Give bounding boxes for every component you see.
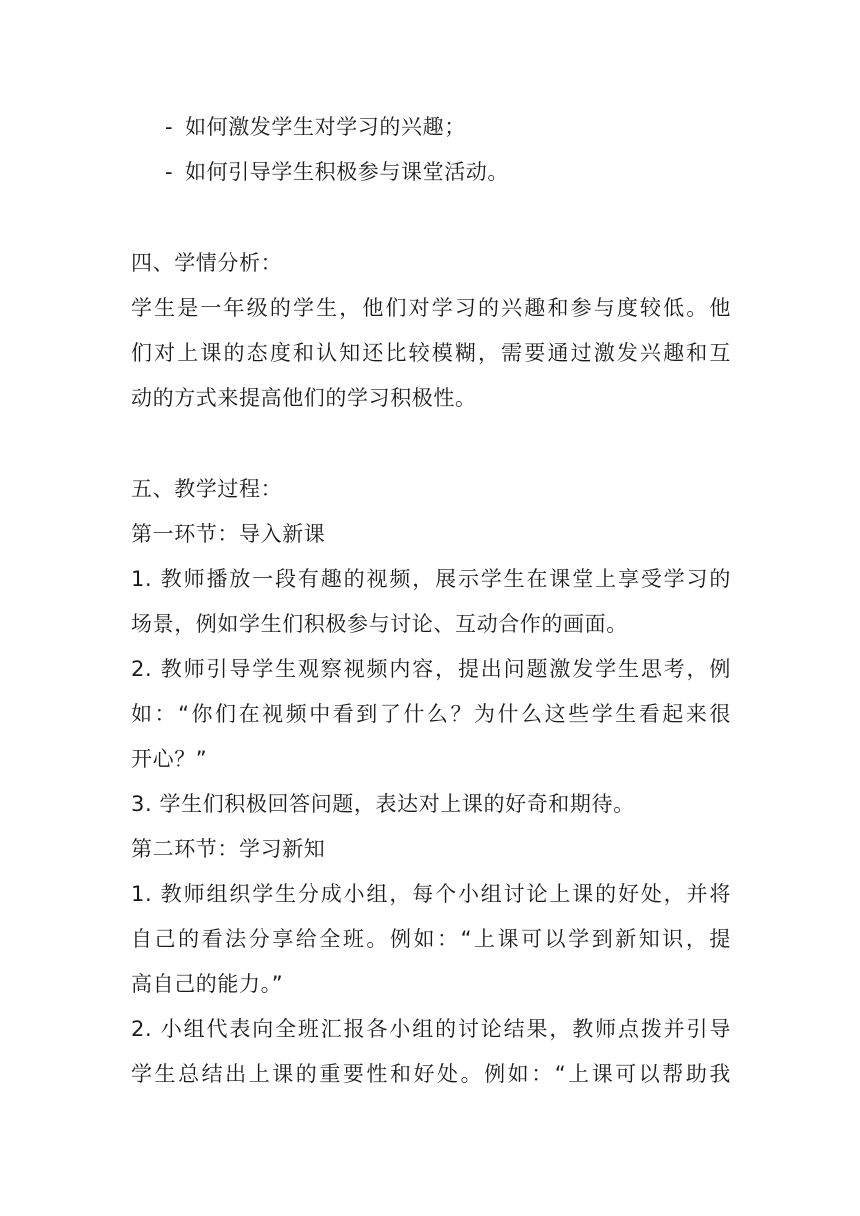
paragraph-line: 1. 教师播放一段有趣的视频，展示学生在课堂上享受学习的: [131, 567, 731, 591]
paragraph-line: 学生是一年级的学生，他们对学习的兴趣和参与度较低。他: [131, 296, 731, 320]
paragraph-line: 3. 学生们积极回答问题，表达对上课的好奇和期待。: [131, 792, 635, 816]
bullet-item: [165, 112, 765, 142]
paragraph-line: 2. 教师引导学生观察视频内容，提出问题激发学生思考，例: [131, 657, 731, 681]
section-heading: 四、学情分析：: [131, 251, 283, 275]
paragraph-line: 学生总结出上课的重要性和好处。例如：“上课可以帮助我: [131, 1062, 731, 1086]
bullet-item: [165, 157, 765, 187]
bullet-dash: -: [165, 160, 174, 184]
bullet-dash: -: [165, 115, 174, 139]
paragraph-line: 高自己的能力。”: [131, 972, 284, 996]
paragraph-line: 如：“你们在视频中看到了什么？为什么这些学生看起来很: [131, 702, 731, 726]
subsection-title: 第二环节：学习新知: [131, 837, 326, 861]
bullet-text: 如何引导学生积极参与课堂活动。: [185, 160, 509, 184]
paragraph-line: 们对上课的态度和认知还比较模糊，需要通过激发兴趣和互: [131, 341, 731, 365]
section-heading: 五、教学过程：: [131, 477, 283, 501]
paragraph-line: 场景，例如学生们积极参与讨论、互动合作的画面。: [131, 612, 628, 636]
paragraph-line: 动的方式来提高他们的学习积极性。: [131, 386, 477, 410]
paragraph-line: 开心？”: [131, 747, 208, 771]
paragraph-line: 1. 教师组织学生分成小组，每个小组讨论上课的好处，并将: [131, 882, 731, 906]
bullet-text: 如何激发学生对学习的兴趣；: [185, 115, 466, 139]
paragraph-line: 自己的看法分享给全班。例如：“上课可以学到新知识，提: [131, 927, 731, 951]
paragraph-line: 2. 小组代表向全班汇报各小组的讨论结果，教师点拨并引导: [131, 1017, 731, 1041]
subsection-title: 第一环节：导入新课: [131, 522, 326, 546]
